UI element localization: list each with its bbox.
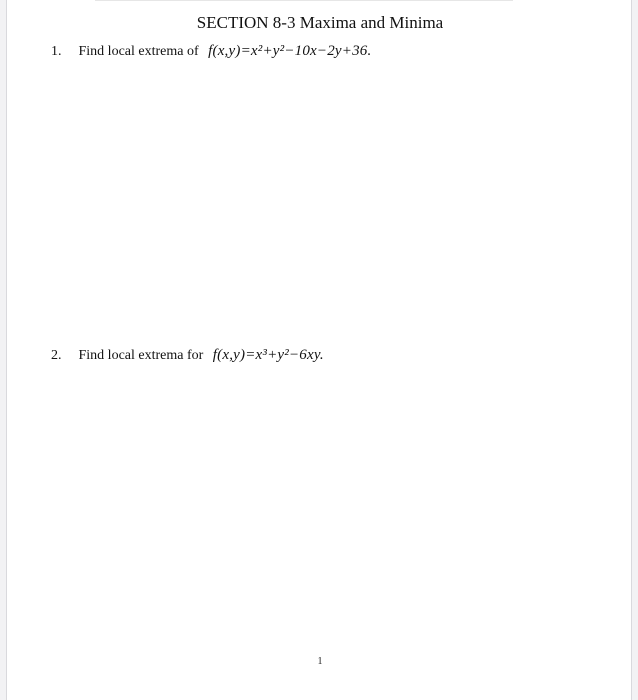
- problem-2-prompt: Find local extrema for: [78, 348, 204, 363]
- problem-1-number: 1.: [51, 44, 62, 59]
- problem-2: [51, 347, 324, 364]
- section-title: SECTION 8-3 Maxima and Minima: [196, 13, 444, 32]
- problem-2-number: 2.: [51, 348, 62, 363]
- top-divider: [95, 0, 513, 1]
- problem-1-formula: f(x,y)=x²+y²−10x−2y+36.: [208, 43, 372, 59]
- page-number: 1: [317, 656, 323, 667]
- problem-2-formula: f(x,y)=x³+y²−6xy.: [212, 347, 324, 363]
- document-page: [6, 0, 632, 700]
- problem-1-prompt: Find local extrema of: [78, 44, 199, 59]
- problem-1: [51, 43, 371, 60]
